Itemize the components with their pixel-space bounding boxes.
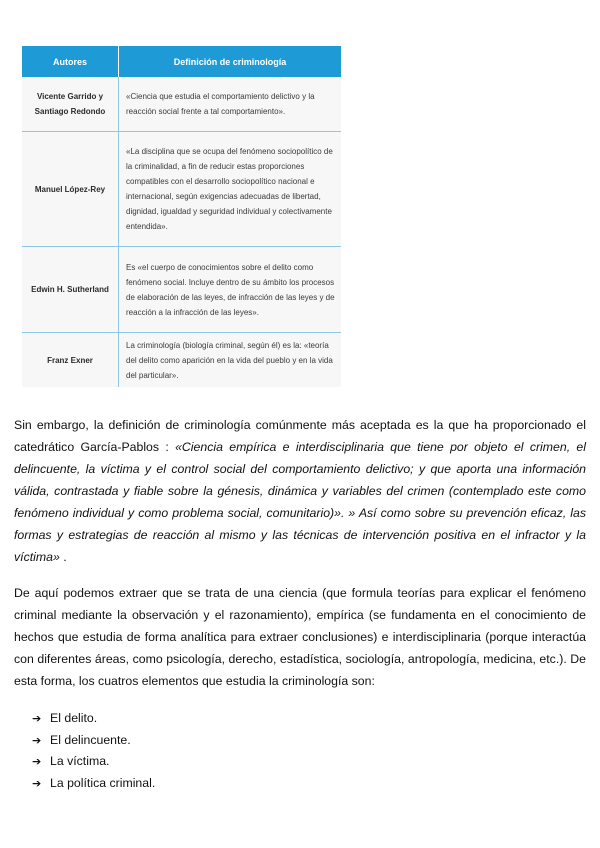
paragraph-end: . [63, 550, 67, 564]
paragraph-garcia-pablos [14, 414, 586, 568]
definition-cell: «Ciencia que estudia el comportamiento delictivo y la reacción social frente a tal comportamiento». [119, 77, 342, 132]
author-cell: Manuel López-Rey [22, 132, 119, 247]
paragraph-science-description: De aquí podemos extraer que se trata de una ciencia (que formula teorías para explicar el fenómeno criminal mediante la observación y el razonamiento), empírica (se fundamenta en el conocimiento de hechos que estudia de forma analítica para extraer conclusiones) e interdisciplinaria (porque interactúa con diferentes áreas, como psicología, derecho, estadística, sociología, antropología, medicina, etc.). De esta forma, los cuatros elementos que estudia la criminología son: [14, 586, 586, 688]
list-item [32, 730, 155, 752]
author-cell: Edwin H. Sutherland [22, 247, 119, 333]
arrow-right-icon: ➔ [32, 712, 42, 725]
arrow-right-icon: ➔ [32, 776, 42, 790]
list-item-text: El delito. [50, 711, 98, 725]
paragraph-intro: Sin embargo, la definición de criminología comúnmente más aceptada es la que ha proporcionado el catedrático García-Pablos : [14, 418, 586, 454]
list-item [32, 773, 155, 795]
list-item [32, 708, 155, 730]
table-row [22, 77, 341, 132]
table-row [22, 132, 341, 247]
header-authors: Autores [22, 46, 119, 77]
table-row [22, 333, 341, 388]
author-cell: Vicente Garrido y Santiago Redondo [22, 77, 119, 132]
arrow-right-icon: ➔ [32, 733, 42, 747]
header-definition: Definición de criminología [119, 46, 342, 77]
table-header-row [22, 46, 341, 77]
list-item [32, 751, 155, 773]
definition-cell: «La disciplina que se ocupa del fenómeno sociopolítico de la criminalidad, a fin de reducir estas proporciones compatibles con el desarrollo sociopolítico nacional e internacional, según exigencias adecuadas de libertad, dignidad, igualdad y seguridad individual y colectivamente entendida». [119, 132, 342, 247]
list-item-text: La política criminal. [50, 775, 156, 790]
definition-cell: La criminología (biología criminal, según él) es la: «teoría del delito como aparición en la vida del pueblo y en la vida del particular». [119, 333, 342, 388]
list-item-text: La víctima. [50, 754, 110, 768]
elements-list [32, 708, 155, 794]
author-cell: Franz Exner [22, 333, 119, 388]
garcia-pablos-quote: «Ciencia empírica e interdisciplinaria que tiene por objeto el crimen, el delincuente, la víctima y el control social del comportamiento delictivo; y que aporta una información válida, contrastada y fiable sobre la génesis, dinámica y variables del crimen (contemplado este como fenómeno individual y como problema social, comunitario)». » Así como sobre su prevención eficaz, las formas y estrategias de reacción al mismo y las técnicas de intervención positiva en el infractor y la víctima» [14, 440, 586, 564]
list-item-text: El delincuente. [50, 732, 131, 747]
definition-cell: Es «el cuerpo de conocimientos sobre el delito como fenómeno social. Incluye dentro de su ámbito los procesos de elaboración de las leyes, de infracción de las leyes y de reacción a la infracción de las leyes». [119, 247, 342, 333]
arrow-right-icon: ➔ [32, 755, 42, 768]
criminology-definitions-table [22, 46, 341, 387]
table-row [22, 247, 341, 333]
